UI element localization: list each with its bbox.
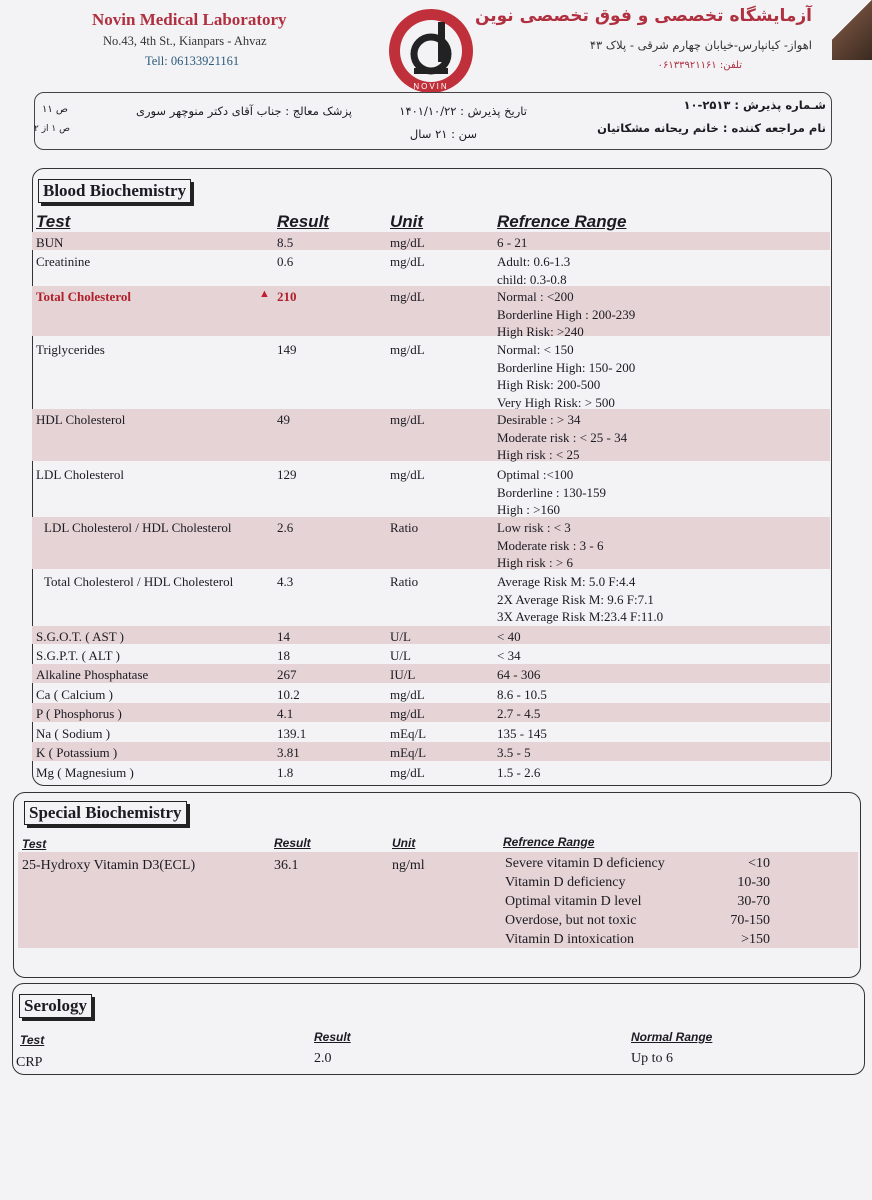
side-note-2: ص ۱ از ۲ [34, 124, 71, 134]
vitd-range-label: Severe vitamin D deficiency [505, 856, 665, 871]
vitd-range-value: >150 [741, 932, 770, 947]
reception-number: شـماره پذیرش : ۲۵۱۳-۱۰ [683, 98, 826, 112]
range-line: 3.5 - 5 [497, 745, 531, 760]
range-line: 3X Average Risk M:23.4 F:11.0 [497, 609, 664, 624]
row-test-name: P ( Phosphorus ) [36, 706, 122, 721]
row-result: 18 [277, 648, 290, 663]
row-unit: mg/dL [390, 765, 425, 780]
high-flag-arrow-icon: ▲ [259, 288, 270, 300]
row-test-name: S.G.P.T. ( ALT ) [36, 648, 120, 663]
row-test-name: Triglycerides [36, 342, 105, 357]
range-line: High : >160 [497, 502, 560, 517]
sero-col-result: Result [314, 1030, 351, 1044]
range-line: Moderate risk : < 25 - 34 [497, 429, 628, 445]
range-line: Average Risk M: 5.0 F:4.4 [497, 574, 636, 589]
range-line: < 34 [497, 648, 521, 663]
row-reference-range [497, 466, 606, 519]
row-result: 4.1 [277, 706, 294, 721]
row-unit: mg/dL [390, 412, 425, 427]
range-line: Moderate risk : 3 - 6 [497, 537, 604, 553]
doctor-name: پزشک معالج : جناب آقای دکتر منوچهر سوری [135, 104, 352, 118]
special-biochemistry-title: Special Biochemistry [24, 801, 187, 825]
crp-result: 2.0 [314, 1051, 332, 1066]
range-line: High Risk: 200-500 [497, 377, 601, 392]
lab-name-en: Novin Medical Laboratory [92, 10, 287, 29]
row-reference-range [497, 234, 527, 252]
row-result: 14 [277, 629, 290, 644]
vitd-range-label: Vitamin D deficiency [505, 875, 626, 890]
range-line: Normal: < 150 [497, 342, 574, 357]
row-result: 149 [277, 342, 297, 357]
col-header-test: Test [36, 212, 71, 231]
row-reference-range [497, 288, 635, 341]
range-line: 8.6 - 10.5 [497, 687, 547, 702]
range-line: Very High Risk: > 500 [497, 394, 615, 410]
row-reference-range [497, 744, 531, 762]
reception-date: تاریخ پذیرش : ۱۴۰۱/۱۰/۲۲ [399, 104, 527, 118]
vitd-range-label: Overdose, but not toxic [505, 913, 637, 928]
row-test-name: LDL Cholesterol / HDL Cholesterol [44, 520, 232, 535]
row-band [32, 232, 830, 250]
range-line: Optimal :<100 [497, 467, 574, 482]
row-result: 210 [277, 289, 297, 304]
patient-age: سن : ۲۱ سال [409, 127, 477, 141]
row-test-name: Na ( Sodium ) [36, 726, 111, 741]
row-test-name: Creatinine [36, 254, 91, 269]
range-line: High risk : > 6 [497, 555, 573, 570]
range-line: < 40 [497, 629, 521, 644]
row-result: 49 [277, 412, 290, 427]
vitd-unit: ng/ml [392, 858, 425, 873]
row-unit: IU/L [390, 667, 416, 682]
row-band [32, 409, 830, 461]
row-reference-range [497, 411, 627, 464]
row-test-name: LDL Cholesterol [36, 467, 124, 482]
row-unit: mg/dL [390, 289, 425, 304]
lab-tel-fa: تلفن: ۰۶۱۳۳۹۲۱۱۶۱ [657, 60, 742, 71]
row-test-name: K ( Potassium ) [36, 745, 118, 760]
row-reference-range [497, 647, 521, 665]
sb-col-range: Refrence Range [503, 835, 595, 849]
row-reference-range [497, 705, 540, 723]
range-line: Desirable : > 34 [497, 412, 581, 427]
row-band [32, 703, 830, 722]
vitd-range-label: Vitamin D intoxication [505, 932, 635, 947]
range-line: Borderline High: 150- 200 [497, 359, 636, 375]
sb-col-unit: Unit [392, 836, 416, 850]
row-unit: mg/dL [390, 706, 425, 721]
vitd-range-label: Optimal vitamin D level [505, 894, 642, 909]
col-header-range: Refrence Range [497, 212, 627, 231]
range-line: Normal : <200 [497, 289, 574, 304]
row-unit: mg/dL [390, 467, 425, 482]
range-line: Borderline : 130-159 [497, 484, 607, 500]
novin-logo [388, 8, 474, 94]
row-result: 139.1 [277, 726, 307, 741]
row-unit: mg/dL [390, 342, 425, 357]
row-reference-range [497, 253, 570, 288]
logo-text: NOVIN [413, 82, 449, 91]
row-reference-range [497, 341, 635, 411]
row-reference-range [497, 686, 547, 704]
range-line: Adult: 0.6-1.3 [497, 254, 571, 269]
row-reference-range [497, 666, 540, 684]
vitd-range-value: 70-150 [730, 913, 770, 928]
row-unit: mg/dL [390, 254, 425, 269]
lab-address-fa: اهواز- کیانپارس-خیابان چهارم شرقی - پلاک ۴۳ [589, 38, 812, 52]
sb-col-result: Result [274, 836, 311, 850]
range-line: Low risk : < 3 [497, 520, 571, 535]
row-result: 2.6 [277, 520, 294, 535]
blood-biochemistry-section [32, 168, 832, 786]
lab-name-fa: آزمایشگاه تخصصی و فوق تخصصی نوین [474, 6, 812, 26]
vitd-test-name: 25-Hydroxy Vitamin D3(ECL) [22, 858, 196, 873]
row-unit: mEq/L [390, 745, 427, 760]
vitd-range-value: <10 [748, 856, 770, 871]
row-result: 0.6 [277, 254, 294, 269]
row-result: 4.3 [277, 574, 294, 589]
sero-col-range: Normal Range [631, 1030, 713, 1044]
row-band [32, 742, 830, 761]
row-band [32, 664, 830, 683]
row-test-name: Total Cholesterol / HDL Cholesterol [44, 574, 234, 589]
vitd-result: 36.1 [274, 858, 299, 873]
range-line: 2X Average Risk M: 9.6 F:7.1 [497, 591, 654, 607]
lab-tel-en: Tell: 06133921161 [145, 54, 240, 68]
row-result: 1.8 [277, 765, 294, 780]
row-reference-range [497, 628, 521, 646]
row-result: 267 [277, 667, 297, 682]
row-test-name: S.G.O.T. ( AST ) [36, 629, 124, 644]
range-line: 1.5 - 2.6 [497, 765, 541, 780]
row-test-name: Ca ( Calcium ) [36, 687, 113, 702]
crp-test-name: CRP [16, 1055, 43, 1070]
row-unit: mg/dL [390, 235, 425, 250]
range-line: 6 - 21 [497, 235, 528, 250]
row-unit: U/L [390, 629, 411, 644]
range-line: child: 0.3-0.8 [497, 271, 567, 287]
patient-name: نام مراجعه کننده : خانم ریحانه مشکاتیان [597, 121, 826, 135]
row-band [32, 626, 830, 644]
row-result: 10.2 [277, 687, 300, 702]
row-test-name: BUN [36, 235, 64, 250]
row-unit: mEq/L [390, 726, 427, 741]
sb-col-test: Test [22, 837, 47, 851]
lab-address-en: No.43, 4th St., Kianpars - Ahvaz [103, 34, 267, 48]
range-line: 135 - 145 [497, 726, 547, 741]
serology-section [12, 983, 865, 1075]
row-test-name: HDL Cholesterol [36, 412, 126, 427]
row-reference-range [497, 519, 604, 572]
crp-range: Up to 6 [631, 1051, 673, 1066]
serology-title: Serology [19, 994, 92, 1018]
row-unit: mg/dL [390, 687, 425, 702]
row-reference-range [497, 573, 663, 626]
range-line: High risk : < 25 [497, 447, 580, 462]
row-reference-range [497, 764, 540, 782]
row-band [32, 286, 830, 336]
row-test-name: Total Cholesterol [36, 289, 131, 304]
row-unit: U/L [390, 648, 411, 663]
range-line: 2.7 - 4.5 [497, 706, 541, 721]
blood-biochemistry-title: Blood Biochemistry [38, 179, 191, 203]
row-unit: Ratio [390, 574, 419, 589]
row-test-name: Mg ( Magnesium ) [36, 765, 134, 780]
row-test-name: Alkaline Phosphatase [36, 667, 149, 682]
vitd-range-value: 30-70 [737, 894, 770, 909]
row-unit: Ratio [390, 520, 419, 535]
row-result: 129 [277, 467, 297, 482]
col-header-result: Result [277, 212, 329, 231]
row-result: 8.5 [277, 235, 294, 250]
range-line: 64 - 306 [497, 667, 541, 682]
page-corner-background [832, 0, 872, 60]
row-reference-range [497, 725, 547, 743]
row-result: 3.81 [277, 745, 300, 760]
col-header-unit: Unit [390, 212, 424, 231]
range-line: High Risk: >240 [497, 324, 584, 339]
sero-col-test: Test [20, 1033, 45, 1047]
range-line: Borderline High : 200-239 [497, 306, 636, 322]
side-note-1: ص ۱۱ [42, 104, 69, 115]
vitd-range-value: 10-30 [737, 875, 770, 890]
